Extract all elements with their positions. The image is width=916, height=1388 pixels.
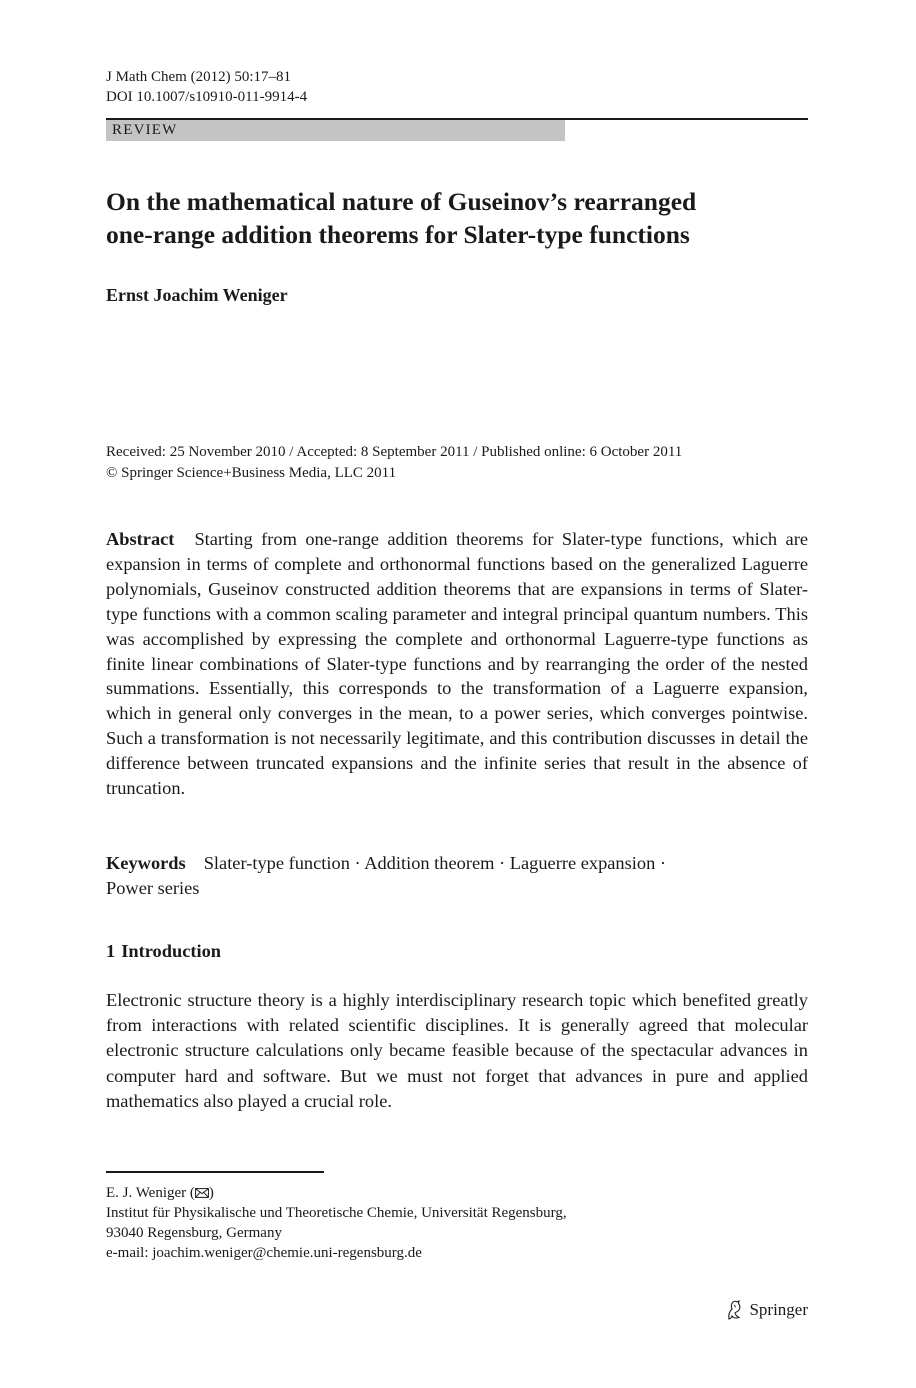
article-title <box>106 185 808 251</box>
email-line: e-mail: joachim.weniger@chemie.uni-regensburg.de <box>106 1245 422 1261</box>
abstract-text: Starting from one-range addition theorems for Slater-type functions, which are expansion in terms of complete and orthonormal functions based on the generalized Laguerre polynomials, Guseinov constructed addition theorems that are expansions in terms of Slater-type functions with a common scaling parameter and integral principal quantum numbers. This was accomplished by expressing the complete and orthonormal Laguerre-type functions as finite linear combinations of Slater-type functions and by rearranging the order of the nested summations. Essentially, this corresponds to the transformation of a Laguerre expansion, which in general only converges in the mean, to a power series, which converges pointwise. Such a transformation is not necessarily legitimate, and this contribution discusses in detail the difference between truncated expansions and the infinite series that result in the absence of truncation. <box>106 529 808 799</box>
date-history: Received: 25 November 2010 / Accepted: 8 September 2011 / Published online: 6 October 2011 <box>106 444 683 460</box>
institute-line: Institut für Physikalische und Theoretische Chemie, Universität Regensburg, <box>106 1205 567 1221</box>
footnote-author <box>106 1183 808 1203</box>
title-line-1: On the mathematical nature of Guseinov’s rearranged <box>106 187 697 216</box>
keywords-label: Keywords <box>106 853 186 873</box>
article-type-label: REVIEW <box>112 122 178 138</box>
keywords-line-1 <box>106 851 808 876</box>
publisher-mark <box>725 1298 808 1322</box>
keywords-text-1: Slater-type function · Addition theorem · Laguerre expansion · <box>203 853 667 873</box>
envelope-icon <box>195 1188 209 1198</box>
copyright-notice: © Springer Science+Business Media, LLC 2011 <box>106 465 397 481</box>
abstract-label: Abstract <box>106 529 175 549</box>
title-line-2: one-range addition theorems for Slater-type functions <box>106 220 690 249</box>
author-affiliation <box>106 1183 808 1263</box>
journal-reference <box>106 67 307 107</box>
journal-citation: J Math Chem (2012) 50:17–81 <box>106 69 291 85</box>
footnote-author-end: ) <box>208 1185 214 1201</box>
publisher-name: Springer <box>749 1300 808 1319</box>
section-title: Introduction <box>121 941 222 961</box>
springer-horse-icon <box>725 1299 743 1321</box>
footnote-rule <box>106 1171 324 1173</box>
footnote-author-name: E. J. Weniger ( <box>106 1185 195 1201</box>
section-heading <box>106 939 221 963</box>
section-number: 1 <box>106 941 116 961</box>
keywords-text-2: Power series <box>106 878 200 898</box>
abstract <box>106 527 808 801</box>
introduction-paragraph: Electronic structure theory is a highly interdisciplinary research topic which benefited greatly from interactions with related scientific disciplines. It is generally agreed that molecular electronic structure calculations only became feasible because of the spectacular advances in computer hard and software. But we must not forget that advances in pure and applied mathematics also played a crucial role. <box>106 990 808 1111</box>
doi: DOI 10.1007/s10910-011-9914-4 <box>106 89 308 105</box>
publication-dates <box>106 442 808 484</box>
address-line: 93040 Regensburg, Germany <box>106 1225 282 1241</box>
author-name: Ernst Joachim Weniger <box>106 285 288 305</box>
keywords <box>106 851 808 901</box>
